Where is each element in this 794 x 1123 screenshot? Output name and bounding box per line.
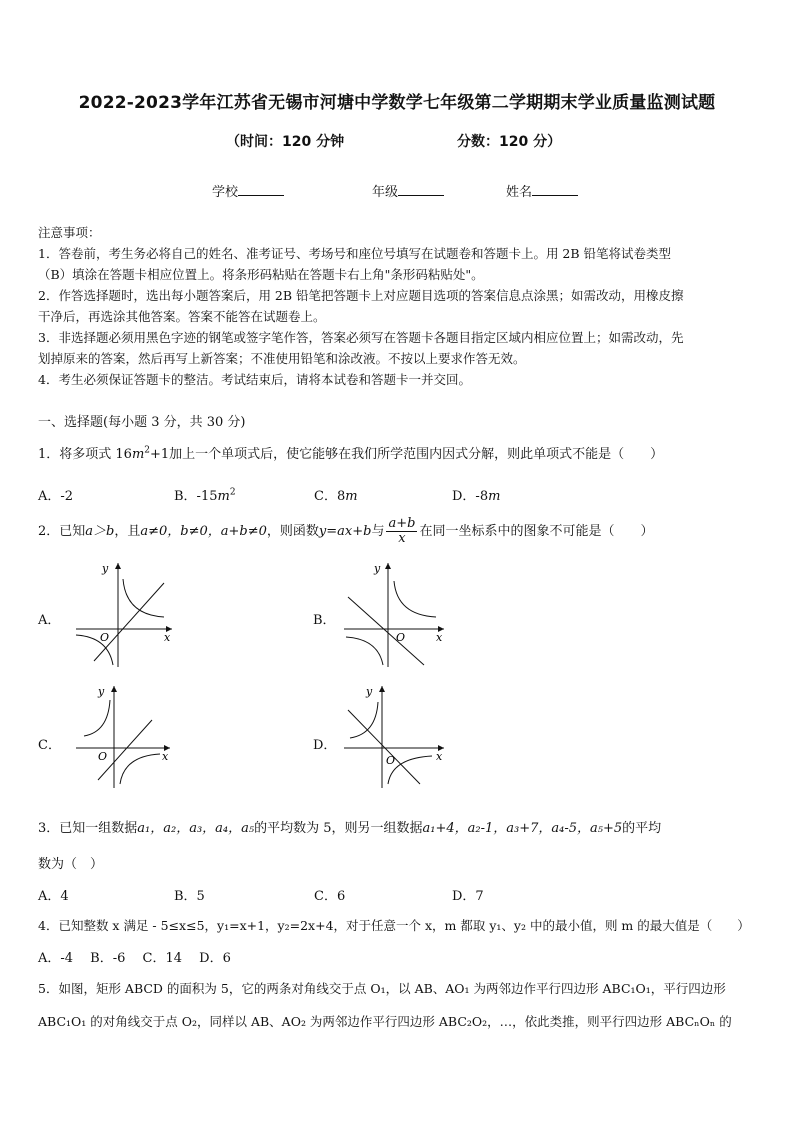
question-3 xyxy=(38,817,661,836)
q1-option-a[interactable]: A．-2 xyxy=(38,489,74,504)
notice-line: 3．非选择题必须用黑色字迹的钢笔或签字笔作答，答案必须写在答题卡各题目指定区域内相应位置上；如需改动，先 xyxy=(38,330,684,345)
school-label: 学校 xyxy=(212,185,239,200)
x-axis-label: x xyxy=(162,750,169,763)
q3-option-b[interactable]: B．5 xyxy=(174,889,205,904)
q2-cond2: a≠0，b≠0，a+b≠0 xyxy=(140,524,267,539)
question-1 xyxy=(38,443,663,462)
q1-text-post: +1加上一个单项式后，使它能够在我们所学范围内因式分解，则此单项式不能是（ ） xyxy=(150,447,664,462)
origin-label: O xyxy=(98,750,108,763)
y-axis-label: y xyxy=(374,562,381,575)
grade-blank[interactable] xyxy=(398,183,444,196)
q3-line2: 数为（ ） xyxy=(38,857,104,872)
notice-line: 1．答卷前，考生务必将自己的姓名、准考证号、考场号和座位号填写在试题卷和答题卡上。用 2B 铅笔将试卷类型 xyxy=(38,246,672,261)
question-5-line2: ABC₁O₁ 的对角线交于点 O₂，同样以 AB、AO₂ 为两邻边作平行四边形 ABC₂O₂，…，依此类推，则平行四边形 ABCₙOₙ 的 xyxy=(38,1014,732,1029)
q2-option-a-label[interactable]: A． xyxy=(38,613,61,628)
y-axis-label: y xyxy=(98,685,105,698)
notice-line: 划掉原来的答案，然后再写上新答案；不准使用铅笔和涂改液。不按以上要求作答无效。 xyxy=(38,351,526,366)
q2-cond1: a＞b xyxy=(85,524,115,539)
q3-text-mid: 的平均数为 5，则另一组数据 xyxy=(254,821,423,836)
q2-graph-b[interactable] xyxy=(340,557,452,669)
q1-option-d-var: m xyxy=(488,489,501,504)
q1-option-c-var: m xyxy=(345,489,358,504)
y-axis-label: y xyxy=(366,685,373,698)
q3-option-c[interactable]: C．6 xyxy=(314,889,346,904)
q3-data: a₁，a₂，a₃，a₄，a₅ xyxy=(137,821,255,836)
q2-text-mid2: ，则函数 xyxy=(266,524,319,539)
q1-option-b-var: m xyxy=(217,489,230,504)
x-axis-label: x xyxy=(436,750,443,763)
notice-heading: 注意事项： xyxy=(38,225,101,240)
notice-block xyxy=(38,222,760,390)
q1-option-d[interactable] xyxy=(452,485,500,504)
q2-func: y=ax+b xyxy=(318,524,372,539)
q1-var: m xyxy=(131,447,145,462)
q2-graph-a[interactable] xyxy=(72,557,182,669)
name-blank[interactable] xyxy=(532,183,578,196)
q3-text-post: 的平均 xyxy=(622,821,662,836)
notice-line: 4．考生必须保证答题卡的整洁。考试结束后，请将本试卷和答题卡一并交回。 xyxy=(38,372,471,387)
y-axis-label: y xyxy=(102,562,109,575)
q2-text-mid1: ，且 xyxy=(114,524,141,539)
notice-line: （B）填涂在答题卡相应位置上。将条形码粘贴在答题卡右上角"条形码粘贴处"。 xyxy=(38,267,484,282)
q2-graph-d[interactable] xyxy=(340,680,452,790)
q2-option-d-label[interactable]: D． xyxy=(313,738,337,753)
x-axis-label: x xyxy=(164,631,171,644)
q1-option-b-coef: B．-15 xyxy=(174,489,218,504)
school-field xyxy=(212,181,284,200)
q1-text-pre: 1．将多项式 16 xyxy=(38,447,132,462)
section-heading: 一、选择题(每小题 3 分，共 30 分) xyxy=(38,415,246,430)
exam-score: 分数：120 分） xyxy=(457,134,562,150)
q2-frac-num: a+b xyxy=(388,516,416,531)
notice-line: 2．作答选择题时，选出每小题答案后，用 2B 铅笔把答题卡上对应题目选项的答案信息点涂黑；如需改动，用橡皮擦 xyxy=(38,288,684,303)
q3-data2: a₁+4，a₂-1，a₃+7，a₄-5，a₅+5 xyxy=(422,821,623,836)
q2-text-post: 在同一坐标系中的图象不可能是（ ） xyxy=(419,524,654,539)
q2-text-pre: 2．已知 xyxy=(38,524,86,539)
q2-option-c-label[interactable]: C． xyxy=(38,738,61,753)
q3-option-a[interactable]: A．4 xyxy=(38,889,69,904)
question-4: 4．已知整数 x 满足 - 5≤x≤5，y₁=x+1，y₂=2x+4，对于任意一个 x，m 都取 y₁、y₂ 中的最小值，则 m 的最大值是（ ） xyxy=(38,918,750,933)
name-field xyxy=(506,181,578,200)
notice-line: 干净后，再选涂其他答案。答案不能答在试题卷上。 xyxy=(38,309,326,324)
q2-fraction xyxy=(386,517,417,546)
x-axis-label: x xyxy=(436,631,443,644)
q3-text-pre: 3．已知一组数据 xyxy=(38,821,138,836)
origin-label: O xyxy=(386,754,396,767)
q1-exp: 2 xyxy=(144,445,151,456)
question-5-line1: 5．如图，矩形 ABCD 的面积为 5，它的两条对角线交于点 O₁，以 AB、AO₁ 为两邻边作平行四边形 ABC₁O₁，平行四边形 xyxy=(38,981,726,996)
q2-frac-den: x xyxy=(398,531,406,546)
q1-option-d-coef: D．-8 xyxy=(452,489,489,504)
q3-option-d[interactable]: D．7 xyxy=(452,889,484,904)
exam-time: （时间：120 分钟 xyxy=(226,134,345,150)
q1-option-b-exp: 2 xyxy=(229,487,236,498)
question-2 xyxy=(38,517,653,546)
q2-text-mid3: 与 xyxy=(371,524,385,539)
q2-option-b-label[interactable]: B． xyxy=(313,613,336,628)
q2-graph-c[interactable] xyxy=(72,680,182,790)
grade-field xyxy=(372,181,444,200)
grade-label: 年级 xyxy=(372,185,399,200)
page-title: 2022-2023学年江苏省无锡市河塘中学数学七年级第二学期期末学业质量监测试题 xyxy=(78,93,716,113)
q1-option-c[interactable] xyxy=(314,485,358,504)
q1-option-c-coef: C．8 xyxy=(314,489,346,504)
q1-option-b[interactable] xyxy=(174,485,236,504)
origin-label: O xyxy=(396,631,406,644)
name-label: 姓名 xyxy=(506,185,533,200)
origin-label: O xyxy=(100,631,110,644)
school-blank[interactable] xyxy=(238,183,284,196)
q4-options[interactable]: A．-4 B．-6 C．14 D．6 xyxy=(38,951,231,966)
